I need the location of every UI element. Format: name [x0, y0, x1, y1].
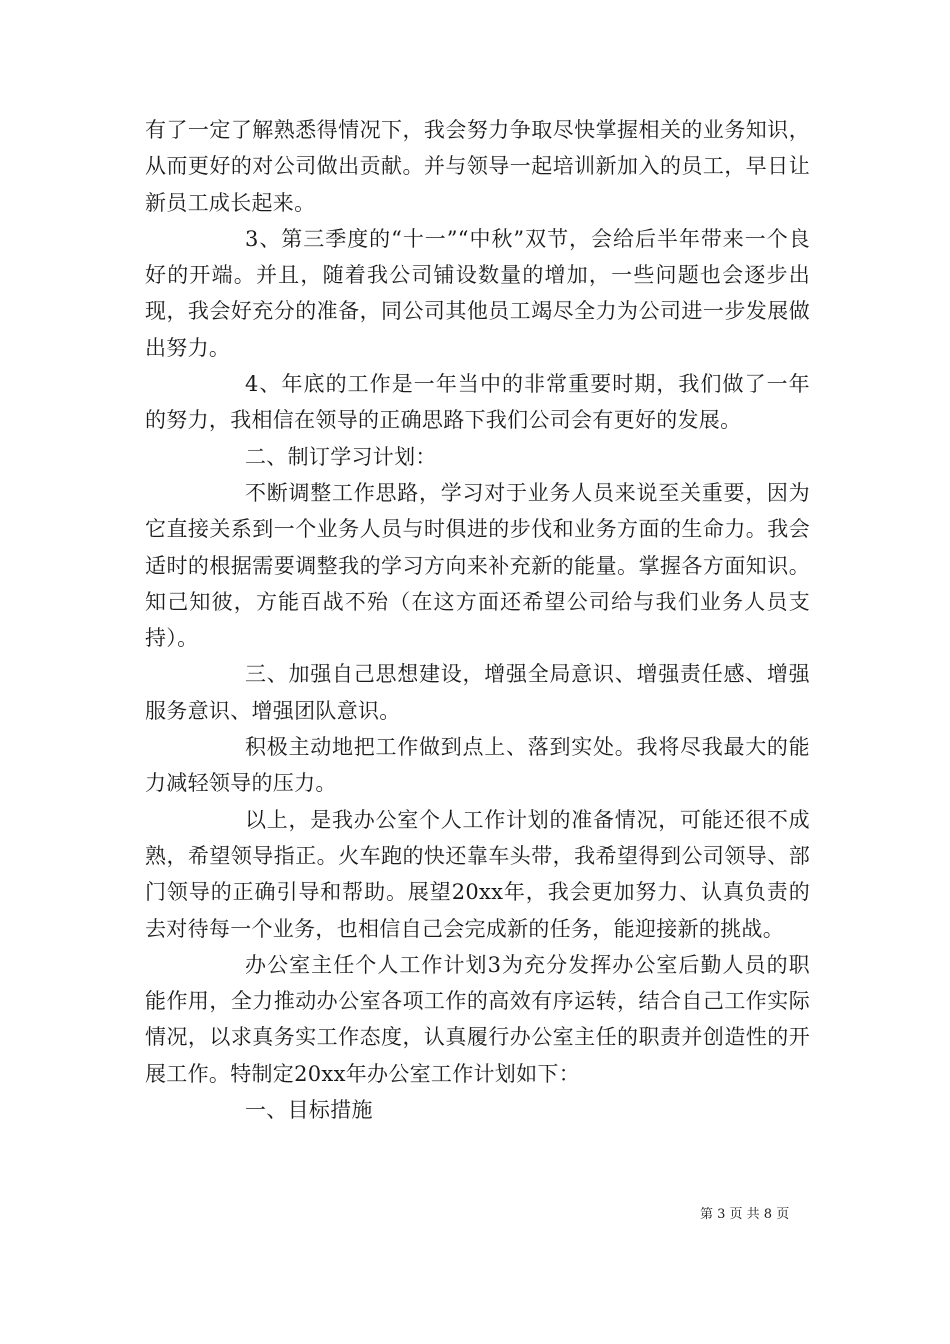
document-body — [145, 112, 810, 1128]
section-heading-ideology: 三、加强自己思想建设，增强全局意识、增强责任感、增强服务意识、增强团队意识。 — [145, 662, 810, 723]
paragraph-9: 办公室主任个人工作计划3为充分发挥办公室后勤人员的职能作用，全力推动办公室各项工作的高效有序运转，结合自己工作实际情况，以求真务实工作态度，认真履行办公室主任的职责并创造性的开展工作。特制定20xx年办公室工作计划如下： — [145, 952, 810, 1086]
paragraph-1: 有了一定了解熟悉得情况下，我会努力争取尽快掌握相关的业务知识，从而更好的对公司做出贡献。并与领导一起培训新加入的员工，早日让新员工成长起来。 — [145, 118, 810, 215]
paragraph-3: 4、年底的工作是一年当中的非常重要时期，我们做了一年的努力，我相信在领导的正确思路下我们公司会有更好的发展。 — [145, 372, 810, 433]
page-number: 第 3 页 共 8 页 — [700, 1207, 790, 1222]
paragraph-7: 积极主动地把工作做到点上、落到实处。我将尽我最大的能力减轻领导的压力。 — [145, 735, 810, 796]
section-heading-goals: 一、目标措施 — [245, 1098, 373, 1123]
section-heading-study-plan: 二、制订学习计划： — [245, 444, 437, 469]
paragraph-8: 以上，是我办公室个人工作计划的准备情况，可能还很不成熟，希望领导指正。火车跑的快还靠车头带，我希望得到公司领导、部门领导的正确引导和帮助。展望20xx年，我会更加努力、认真负责的去对待每一个业务，也相信自己会完成新的任务，能迎接新的挑战。 — [145, 807, 810, 941]
paragraph-5: 不断调整工作思路，学习对于业务人员来说至关重要，因为它直接关系到一个业务人员与时俱进的步伐和业务方面的生命力。我会适时的根据需要调整我的学习方向来补充新的能量。掌握各方面知识。知己知彼，方能百战不殆（在这方面还希望公司给与我们业务人员支持）。 — [145, 480, 810, 651]
paragraph-2: 3、第三季度的“十一”“中秋”双节，会给后半年带来一个良好的开端。并且，随着我公司铺设数量的增加，一些问题也会逐步出现，我会好充分的准备，同公司其他员工竭尽全力为公司进一步发展做出努力。 — [145, 226, 810, 360]
